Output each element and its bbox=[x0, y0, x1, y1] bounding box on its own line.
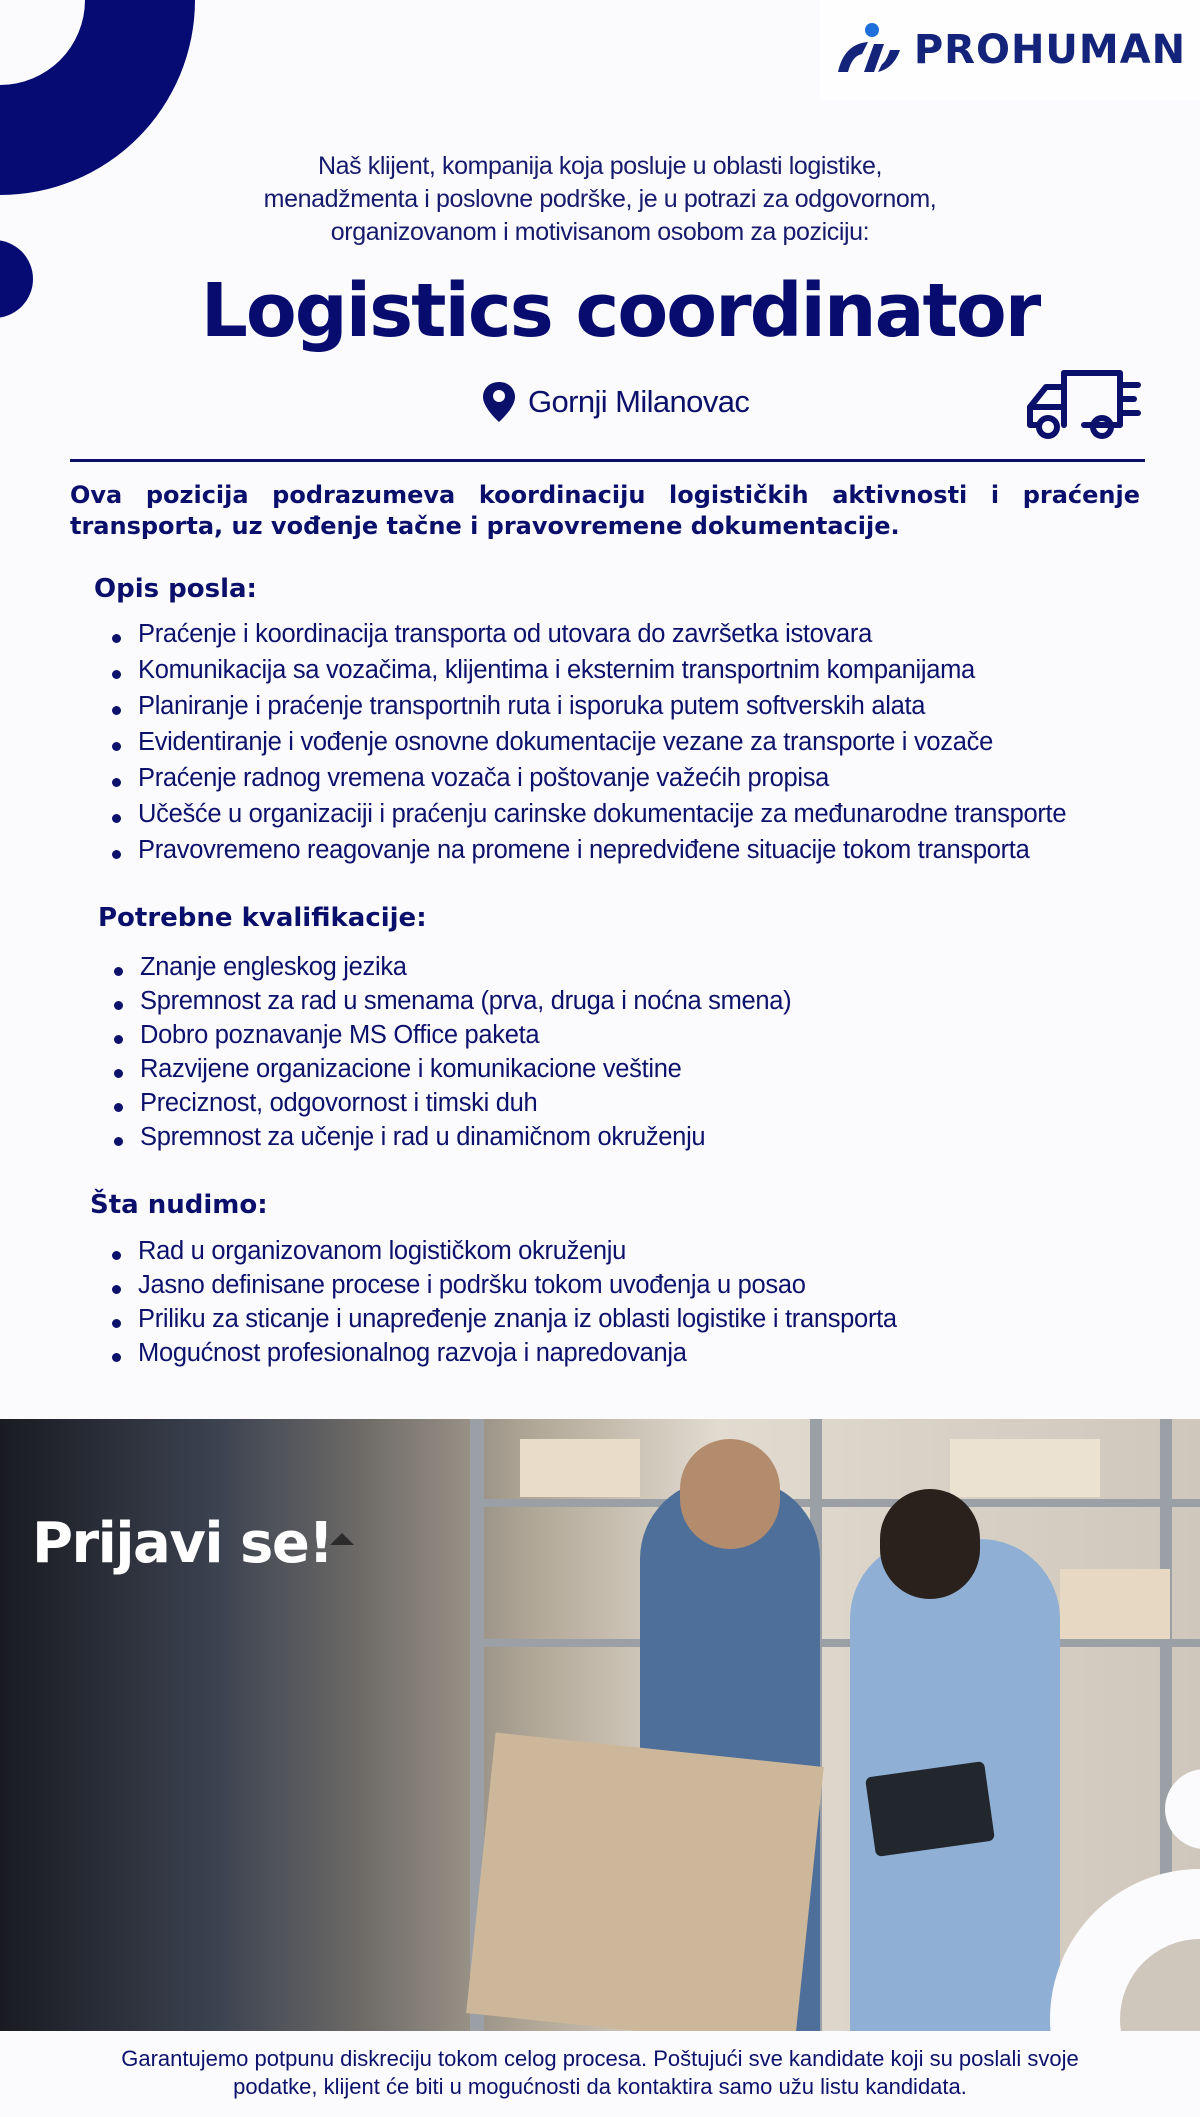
list-item: Razvijene organizacione i komunikacione veštine bbox=[112, 1055, 791, 1089]
shelf-board bbox=[484, 1639, 1200, 1647]
intro-line: organizovanom i motivisanom osobom za poziciju: bbox=[330, 218, 870, 246]
list-item: Učešće u organizaciji i praćenju carinske dokumentacije za međunarodne transporte bbox=[110, 800, 1066, 836]
person-man-head bbox=[680, 1439, 780, 1549]
qualifications-heading: Potrebne kvalifikacije: bbox=[98, 903, 427, 933]
footer-disclaimer bbox=[60, 2045, 1140, 2101]
list-item: Jasno definisane procese i podršku tokom uvođenja u posao bbox=[110, 1271, 897, 1305]
location-label: Gornji Milanovac bbox=[528, 384, 750, 419]
list-item: Evidentiranje i vođenje osnovne dokumentacije vezane za transporte i vozače bbox=[110, 728, 1066, 764]
list-item: Dobro poznavanje MS Office paketa bbox=[112, 1021, 791, 1055]
footer-line: podatke, klijent će biti u mogućnosti da kontaktira samo užu listu kandidata. bbox=[233, 2074, 967, 2099]
intro-line: menadžmenta i poslovne podrške, je u potrazi za odgovornom, bbox=[263, 185, 937, 213]
tablet bbox=[865, 1761, 995, 1857]
duties-heading: Opis posla: bbox=[94, 574, 257, 604]
list-item: Priliku za sticanje i unapređenje znanja iz oblasti logistike i transporta bbox=[110, 1305, 897, 1339]
offer-list bbox=[110, 1237, 897, 1373]
job-location bbox=[480, 380, 749, 424]
list-item: Praćenje radnog vremena vozača i poštovanje važećih propisa bbox=[110, 764, 1066, 800]
list-item: Mogućnost profesionalnog razvoja i napredovanja bbox=[110, 1339, 897, 1373]
divider bbox=[70, 459, 1145, 462]
brand-logo bbox=[820, 0, 1200, 100]
qualifications-list bbox=[112, 953, 791, 1157]
apply-button[interactable]: Prijavi se! bbox=[32, 1511, 333, 1576]
person-woman-head bbox=[880, 1489, 980, 1599]
intro-line: Naš klijent, kompanija koja posluje u oblasti logistike, bbox=[317, 152, 882, 180]
intro-text bbox=[200, 150, 1000, 249]
list-item: Preciznost, odgovornost i timski duh bbox=[112, 1089, 791, 1123]
list-item: Spremnost za rad u smenama (prva, druga i noćna smena) bbox=[112, 987, 791, 1021]
cursor-arrow-icon bbox=[328, 1531, 356, 1547]
list-item: Komunikacija sa vozačima, klijentima i eksternim transportnim kompanijama bbox=[110, 656, 1066, 692]
map-pin-icon bbox=[480, 380, 518, 424]
shelf-box bbox=[1060, 1569, 1170, 1639]
duties-list bbox=[110, 620, 1066, 872]
footer-line: Garantujemo potpunu diskreciju tokom celog procesa. Poštujući sve kandidate koji su poslali svoje bbox=[121, 2046, 1079, 2071]
list-item: Rad u organizovanom logističkom okruženju bbox=[110, 1237, 897, 1271]
cardboard-box bbox=[466, 1733, 824, 2031]
warehouse-photo bbox=[0, 1419, 1200, 2031]
offer-heading: Šta nudimo: bbox=[90, 1190, 268, 1220]
shelf-box bbox=[950, 1439, 1100, 1497]
job-summary: Ova pozicija podrazumeva koordinaciju logističkih aktivnosti i praćenje transporta, uz vođenje tačne i pravovremene dokumentacije. bbox=[70, 481, 1140, 540]
list-item: Spremnost za učenje i rad u dinamičnom okruženju bbox=[112, 1123, 791, 1157]
brand-name: PROHUMAN bbox=[913, 27, 1187, 73]
list-item: Praćenje i koordinacija transporta od utovara do završetka istovara bbox=[110, 620, 1066, 656]
list-item: Planiranje i praćenje transportnih ruta i isporuka putem softverskih alata bbox=[110, 692, 1066, 728]
list-item: Znanje engleskog jezika bbox=[112, 953, 791, 987]
prohuman-logo-icon bbox=[834, 22, 904, 78]
delivery-truck-icon bbox=[1022, 365, 1142, 445]
list-item: Pravovremeno reagovanje na promene i nepredviđene situacije tokom transporta bbox=[110, 836, 1066, 872]
job-title: Logistics coordinator bbox=[200, 268, 1040, 354]
shelf-board bbox=[484, 1499, 1200, 1507]
shelf-box bbox=[520, 1439, 640, 1497]
